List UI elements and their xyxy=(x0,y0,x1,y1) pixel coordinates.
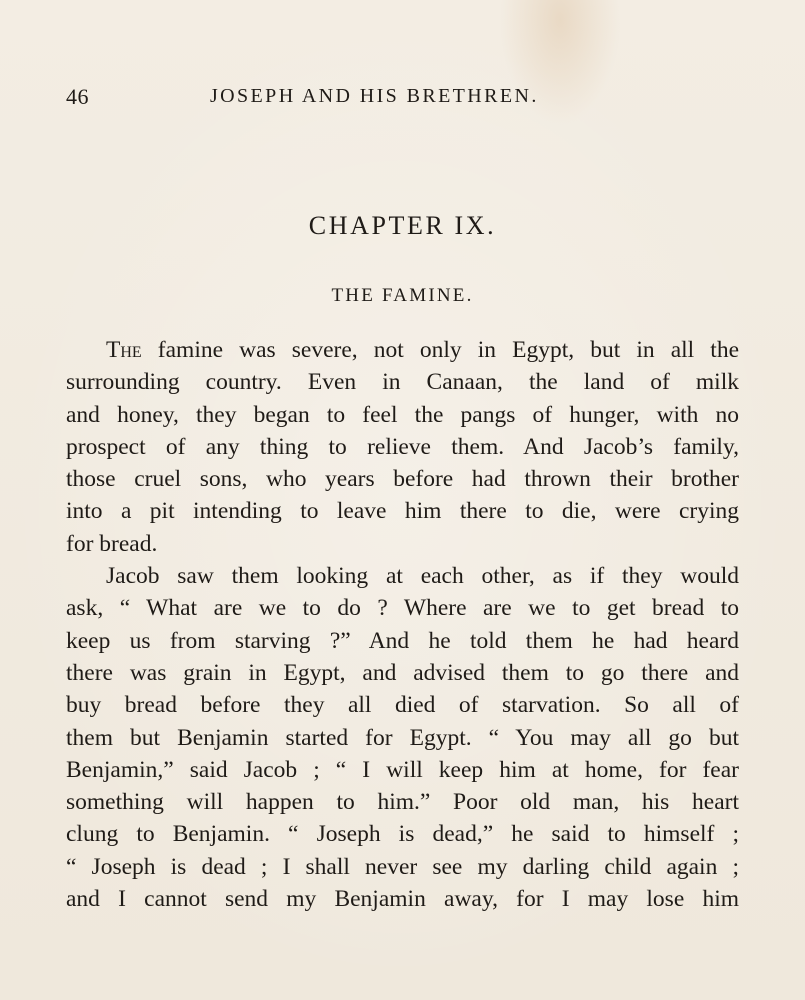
text-line xyxy=(66,334,739,366)
text-line: and I cannot send my Benjamin away, for I may lose him xyxy=(66,886,739,913)
chapter-title: CHAPTER IX. xyxy=(308,211,497,240)
text-line: Benjamin,” said Jacob ; “ I will keep him at home, for fear xyxy=(66,756,739,783)
text-line: buy bread before they all died of starvation. So all of xyxy=(66,692,739,719)
line-text: famine was severe, not only in Egypt, but in all the xyxy=(141,337,739,363)
text-line: those cruel sons, who years before had thrown their brother xyxy=(66,466,739,493)
text-line: and honey, they began to feel the pangs of hunger, with no xyxy=(66,401,739,428)
running-head xyxy=(66,84,742,112)
text-line: keep us from starving ?” And he told them he had heard xyxy=(66,627,739,654)
text-line: Jacob saw them looking at each other, as if they would xyxy=(106,563,739,590)
text-line: there was grain in Egypt, and advised them to go there and xyxy=(66,659,739,686)
text-line: surrounding country. Even in Canaan, the land of milk xyxy=(66,369,739,396)
text-line: ask, “ What are we to do ? Where are we to get bread to xyxy=(66,595,739,622)
drop-lead-word: The xyxy=(106,337,142,363)
section-title: THE FAMINE. xyxy=(331,285,474,306)
body-text xyxy=(66,334,739,915)
text-line: “ Joseph is dead ; I shall never see my darling child again ; xyxy=(66,853,739,880)
text-line: clung to Benjamin. “ Joseph is dead,” he said to himself ; xyxy=(66,821,739,848)
page-number: 46 xyxy=(66,84,89,109)
text-line: for bread. xyxy=(66,530,158,557)
text-line: something will happen to him.” Poor old man, his heart xyxy=(66,789,739,816)
text-line: prospect of any thing to relieve them. And Jacob’s family, xyxy=(66,433,739,460)
text-line: them but Benjamin started for Egypt. “ You may all go but xyxy=(66,724,739,751)
text-line: into a pit intending to leave him there to die, were crying xyxy=(66,498,739,525)
running-title: JOSEPH AND HIS BRETHREN. xyxy=(210,85,539,107)
